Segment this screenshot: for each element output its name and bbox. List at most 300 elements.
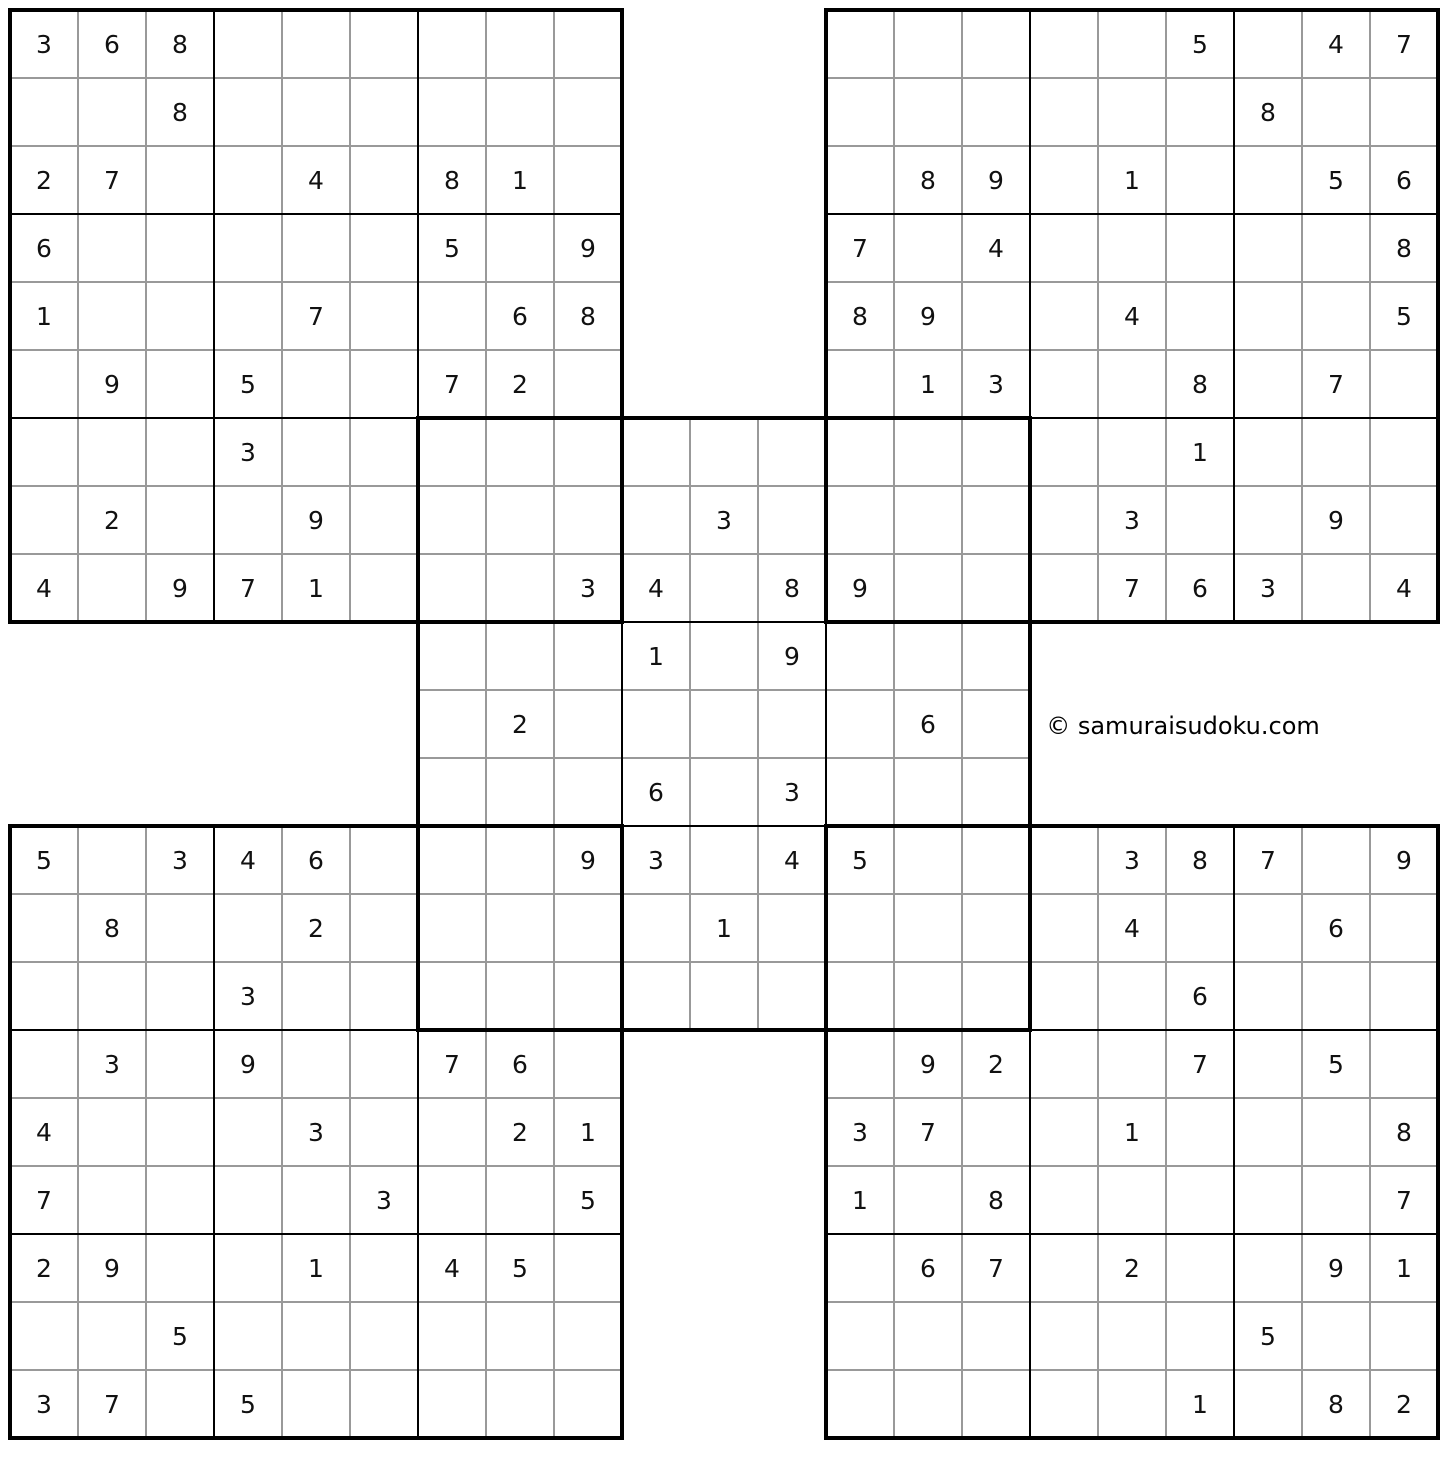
sudoku-cell[interactable]: 5 — [1302, 146, 1370, 214]
sudoku-cell[interactable] — [962, 1370, 1030, 1438]
sudoku-cell[interactable]: 6 — [282, 826, 350, 894]
sudoku-cell[interactable] — [1370, 350, 1438, 418]
sudoku-cell[interactable] — [962, 894, 1030, 962]
sudoku-cell[interactable] — [962, 1302, 1030, 1370]
sudoku-cell[interactable] — [214, 1166, 282, 1234]
sudoku-cell[interactable] — [1030, 486, 1098, 554]
sudoku-cell[interactable] — [894, 10, 962, 78]
sudoku-cell[interactable] — [1030, 350, 1098, 418]
sudoku-cell[interactable] — [622, 690, 690, 758]
sudoku-cell[interactable] — [554, 486, 622, 554]
sudoku-cell[interactable] — [1098, 214, 1166, 282]
sudoku-cell[interactable]: 5 — [418, 214, 486, 282]
sudoku-cell[interactable] — [418, 1166, 486, 1234]
sudoku-cell[interactable] — [214, 894, 282, 962]
sudoku-cell[interactable] — [1030, 10, 1098, 78]
sudoku-cell[interactable] — [1370, 418, 1438, 486]
sudoku-cell[interactable] — [554, 418, 622, 486]
sudoku-cell[interactable] — [350, 418, 418, 486]
sudoku-cell[interactable] — [894, 486, 962, 554]
sudoku-cell[interactable] — [1166, 146, 1234, 214]
sudoku-cell[interactable] — [962, 826, 1030, 894]
sudoku-cell[interactable]: 7 — [282, 282, 350, 350]
sudoku-cell[interactable]: 8 — [894, 146, 962, 214]
sudoku-cell[interactable]: 7 — [1370, 10, 1438, 78]
sudoku-cell[interactable] — [214, 214, 282, 282]
sudoku-cell[interactable]: 9 — [826, 554, 894, 622]
sudoku-cell[interactable] — [826, 1030, 894, 1098]
sudoku-cell[interactable]: 9 — [554, 826, 622, 894]
sudoku-cell[interactable]: 3 — [214, 418, 282, 486]
sudoku-cell[interactable] — [1166, 486, 1234, 554]
sudoku-cell[interactable] — [418, 1370, 486, 1438]
sudoku-cell[interactable] — [486, 418, 554, 486]
sudoku-cell[interactable]: 3 — [350, 1166, 418, 1234]
sudoku-cell[interactable] — [554, 78, 622, 146]
sudoku-cell[interactable]: 6 — [1370, 146, 1438, 214]
sudoku-cell[interactable] — [554, 1234, 622, 1302]
sudoku-cell[interactable] — [1302, 554, 1370, 622]
sudoku-cell[interactable] — [214, 10, 282, 78]
sudoku-cell[interactable] — [894, 1166, 962, 1234]
sudoku-cell[interactable] — [1098, 418, 1166, 486]
sudoku-cell[interactable] — [418, 1302, 486, 1370]
sudoku-cell[interactable] — [282, 1370, 350, 1438]
sudoku-cell[interactable]: 7 — [418, 350, 486, 418]
sudoku-cell[interactable]: 7 — [418, 1030, 486, 1098]
sudoku-cell[interactable] — [350, 826, 418, 894]
sudoku-cell[interactable] — [214, 486, 282, 554]
sudoku-cell[interactable] — [78, 1098, 146, 1166]
sudoku-cell[interactable] — [826, 418, 894, 486]
sudoku-cell[interactable] — [350, 554, 418, 622]
sudoku-cell[interactable] — [350, 1302, 418, 1370]
sudoku-cell[interactable] — [78, 962, 146, 1030]
sudoku-cell[interactable] — [1370, 962, 1438, 1030]
sudoku-cell[interactable]: 5 — [1370, 282, 1438, 350]
sudoku-cell[interactable] — [622, 894, 690, 962]
sudoku-cell[interactable]: 9 — [78, 1234, 146, 1302]
sudoku-cell[interactable] — [1098, 1030, 1166, 1098]
sudoku-cell[interactable] — [10, 350, 78, 418]
sudoku-cell[interactable]: 6 — [1302, 894, 1370, 962]
sudoku-cell[interactable] — [350, 146, 418, 214]
sudoku-cell[interactable]: 8 — [1234, 78, 1302, 146]
sudoku-cell[interactable]: 1 — [894, 350, 962, 418]
sudoku-cell[interactable] — [418, 962, 486, 1030]
sudoku-cell[interactable] — [1098, 1302, 1166, 1370]
sudoku-cell[interactable]: 4 — [1098, 282, 1166, 350]
sudoku-cell[interactable] — [826, 10, 894, 78]
sudoku-cell[interactable] — [1302, 214, 1370, 282]
sudoku-cell[interactable]: 5 — [1234, 1302, 1302, 1370]
sudoku-cell[interactable] — [622, 486, 690, 554]
sudoku-cell[interactable]: 2 — [486, 1098, 554, 1166]
sudoku-cell[interactable] — [1030, 1030, 1098, 1098]
sudoku-cell[interactable] — [486, 10, 554, 78]
sudoku-cell[interactable] — [146, 146, 214, 214]
sudoku-cell[interactable] — [554, 10, 622, 78]
sudoku-cell[interactable]: 3 — [214, 962, 282, 1030]
sudoku-cell[interactable] — [690, 554, 758, 622]
sudoku-cell[interactable] — [350, 350, 418, 418]
sudoku-cell[interactable] — [10, 962, 78, 1030]
sudoku-cell[interactable] — [418, 826, 486, 894]
sudoku-cell[interactable] — [894, 1370, 962, 1438]
sudoku-cell[interactable] — [146, 1030, 214, 1098]
sudoku-cell[interactable] — [1166, 1302, 1234, 1370]
sudoku-cell[interactable] — [1234, 10, 1302, 78]
sudoku-cell[interactable]: 3 — [962, 350, 1030, 418]
sudoku-cell[interactable] — [486, 486, 554, 554]
sudoku-cell[interactable] — [78, 214, 146, 282]
sudoku-cell[interactable]: 5 — [826, 826, 894, 894]
sudoku-cell[interactable] — [78, 78, 146, 146]
sudoku-cell[interactable] — [418, 554, 486, 622]
sudoku-cell[interactable] — [1166, 78, 1234, 146]
sudoku-cell[interactable]: 7 — [1370, 1166, 1438, 1234]
sudoku-cell[interactable]: 9 — [758, 622, 826, 690]
sudoku-cell[interactable]: 6 — [1166, 962, 1234, 1030]
sudoku-cell[interactable] — [486, 894, 554, 962]
sudoku-cell[interactable] — [486, 1370, 554, 1438]
sudoku-cell[interactable]: 3 — [146, 826, 214, 894]
sudoku-cell[interactable]: 6 — [486, 282, 554, 350]
sudoku-cell[interactable]: 4 — [418, 1234, 486, 1302]
sudoku-cell[interactable] — [1302, 1098, 1370, 1166]
sudoku-cell[interactable] — [214, 1098, 282, 1166]
sudoku-cell[interactable]: 9 — [282, 486, 350, 554]
sudoku-cell[interactable]: 8 — [1166, 826, 1234, 894]
sudoku-cell[interactable] — [758, 418, 826, 486]
sudoku-cell[interactable] — [486, 1166, 554, 1234]
sudoku-cell[interactable] — [10, 894, 78, 962]
sudoku-cell[interactable] — [282, 418, 350, 486]
sudoku-cell[interactable] — [962, 282, 1030, 350]
sudoku-cell[interactable]: 3 — [10, 1370, 78, 1438]
sudoku-cell[interactable]: 2 — [962, 1030, 1030, 1098]
sudoku-cell[interactable] — [1030, 1370, 1098, 1438]
sudoku-cell[interactable] — [486, 214, 554, 282]
sudoku-cell[interactable] — [350, 1030, 418, 1098]
sudoku-cell[interactable] — [1030, 1166, 1098, 1234]
sudoku-cell[interactable]: 5 — [486, 1234, 554, 1302]
sudoku-cell[interactable] — [350, 894, 418, 962]
sudoku-cell[interactable] — [10, 1302, 78, 1370]
sudoku-cell[interactable] — [418, 282, 486, 350]
sudoku-cell[interactable]: 5 — [554, 1166, 622, 1234]
sudoku-cell[interactable] — [1166, 282, 1234, 350]
sudoku-cell[interactable] — [962, 554, 1030, 622]
sudoku-cell[interactable] — [282, 1302, 350, 1370]
sudoku-cell[interactable] — [282, 214, 350, 282]
sudoku-cell[interactable] — [282, 1030, 350, 1098]
sudoku-cell[interactable] — [690, 962, 758, 1030]
sudoku-cell[interactable] — [554, 962, 622, 1030]
sudoku-cell[interactable]: 9 — [214, 1030, 282, 1098]
sudoku-cell[interactable] — [1098, 1370, 1166, 1438]
sudoku-cell[interactable] — [78, 554, 146, 622]
sudoku-cell[interactable] — [894, 214, 962, 282]
sudoku-cell[interactable] — [962, 1098, 1030, 1166]
sudoku-cell[interactable] — [894, 554, 962, 622]
sudoku-cell[interactable]: 3 — [1234, 554, 1302, 622]
sudoku-cell[interactable] — [1302, 826, 1370, 894]
sudoku-cell[interactable] — [690, 418, 758, 486]
sudoku-cell[interactable] — [1030, 282, 1098, 350]
sudoku-cell[interactable] — [78, 418, 146, 486]
sudoku-cell[interactable] — [826, 962, 894, 1030]
sudoku-cell[interactable]: 1 — [1098, 146, 1166, 214]
sudoku-cell[interactable] — [758, 690, 826, 758]
sudoku-cell[interactable]: 9 — [78, 350, 146, 418]
sudoku-cell[interactable] — [1234, 282, 1302, 350]
sudoku-cell[interactable] — [1030, 1098, 1098, 1166]
sudoku-cell[interactable] — [1370, 894, 1438, 962]
sudoku-cell[interactable] — [1234, 146, 1302, 214]
sudoku-cell[interactable] — [826, 622, 894, 690]
sudoku-cell[interactable] — [826, 690, 894, 758]
sudoku-cell[interactable]: 5 — [10, 826, 78, 894]
sudoku-cell[interactable]: 7 — [78, 146, 146, 214]
sudoku-cell[interactable] — [758, 894, 826, 962]
sudoku-cell[interactable] — [1302, 1166, 1370, 1234]
sudoku-cell[interactable]: 1 — [826, 1166, 894, 1234]
sudoku-cell[interactable]: 9 — [894, 1030, 962, 1098]
sudoku-cell[interactable] — [1302, 418, 1370, 486]
sudoku-cell[interactable] — [1098, 10, 1166, 78]
sudoku-cell[interactable] — [1030, 554, 1098, 622]
sudoku-cell[interactable] — [962, 622, 1030, 690]
sudoku-cell[interactable]: 9 — [962, 146, 1030, 214]
sudoku-cell[interactable]: 1 — [622, 622, 690, 690]
sudoku-cell[interactable] — [894, 894, 962, 962]
sudoku-cell[interactable] — [486, 622, 554, 690]
sudoku-cell[interactable] — [1098, 1166, 1166, 1234]
sudoku-cell[interactable]: 4 — [10, 554, 78, 622]
sudoku-cell[interactable]: 1 — [282, 554, 350, 622]
sudoku-cell[interactable] — [10, 78, 78, 146]
sudoku-cell[interactable]: 7 — [1302, 350, 1370, 418]
sudoku-cell[interactable] — [554, 350, 622, 418]
sudoku-cell[interactable]: 3 — [826, 1098, 894, 1166]
sudoku-cell[interactable] — [962, 418, 1030, 486]
sudoku-cell[interactable]: 4 — [1302, 10, 1370, 78]
sudoku-cell[interactable]: 9 — [894, 282, 962, 350]
sudoku-cell[interactable] — [962, 962, 1030, 1030]
sudoku-cell[interactable] — [962, 10, 1030, 78]
sudoku-cell[interactable]: 3 — [690, 486, 758, 554]
sudoku-cell[interactable]: 3 — [758, 758, 826, 826]
sudoku-cell[interactable] — [894, 1302, 962, 1370]
sudoku-cell[interactable] — [1030, 146, 1098, 214]
sudoku-cell[interactable] — [1030, 214, 1098, 282]
sudoku-cell[interactable] — [146, 1098, 214, 1166]
sudoku-cell[interactable] — [1234, 1234, 1302, 1302]
sudoku-cell[interactable]: 6 — [894, 690, 962, 758]
sudoku-cell[interactable] — [282, 78, 350, 146]
sudoku-cell[interactable] — [350, 214, 418, 282]
sudoku-cell[interactable] — [486, 554, 554, 622]
sudoku-cell[interactable] — [1234, 486, 1302, 554]
sudoku-cell[interactable]: 5 — [1302, 1030, 1370, 1098]
sudoku-cell[interactable]: 8 — [758, 554, 826, 622]
sudoku-cell[interactable]: 9 — [146, 554, 214, 622]
sudoku-cell[interactable] — [10, 1030, 78, 1098]
sudoku-cell[interactable]: 2 — [78, 486, 146, 554]
sudoku-cell[interactable] — [214, 282, 282, 350]
sudoku-cell[interactable] — [350, 486, 418, 554]
sudoku-cell[interactable] — [146, 962, 214, 1030]
sudoku-cell[interactable] — [418, 690, 486, 758]
sudoku-cell[interactable]: 6 — [486, 1030, 554, 1098]
sudoku-cell[interactable]: 6 — [894, 1234, 962, 1302]
sudoku-cell[interactable] — [894, 622, 962, 690]
sudoku-cell[interactable]: 5 — [1166, 10, 1234, 78]
sudoku-cell[interactable] — [1166, 214, 1234, 282]
sudoku-cell[interactable] — [350, 10, 418, 78]
sudoku-cell[interactable] — [826, 758, 894, 826]
sudoku-cell[interactable] — [1166, 1098, 1234, 1166]
sudoku-cell[interactable]: 5 — [214, 1370, 282, 1438]
sudoku-cell[interactable] — [486, 962, 554, 1030]
sudoku-cell[interactable] — [1166, 894, 1234, 962]
sudoku-cell[interactable] — [1302, 962, 1370, 1030]
sudoku-cell[interactable]: 2 — [486, 690, 554, 758]
sudoku-cell[interactable]: 8 — [962, 1166, 1030, 1234]
sudoku-cell[interactable]: 6 — [78, 10, 146, 78]
sudoku-cell[interactable] — [894, 826, 962, 894]
sudoku-cell[interactable] — [418, 1098, 486, 1166]
sudoku-cell[interactable] — [282, 1166, 350, 1234]
sudoku-cell[interactable] — [10, 486, 78, 554]
sudoku-cell[interactable] — [146, 350, 214, 418]
sudoku-cell[interactable] — [826, 1234, 894, 1302]
sudoku-cell[interactable] — [486, 826, 554, 894]
sudoku-cell[interactable]: 8 — [554, 282, 622, 350]
sudoku-cell[interactable]: 9 — [1302, 1234, 1370, 1302]
sudoku-cell[interactable]: 4 — [962, 214, 1030, 282]
sudoku-cell[interactable]: 6 — [1166, 554, 1234, 622]
sudoku-cell[interactable] — [690, 690, 758, 758]
sudoku-cell[interactable] — [826, 1302, 894, 1370]
sudoku-cell[interactable] — [146, 418, 214, 486]
sudoku-cell[interactable]: 8 — [418, 146, 486, 214]
sudoku-cell[interactable] — [146, 282, 214, 350]
sudoku-cell[interactable] — [146, 1234, 214, 1302]
sudoku-cell[interactable] — [1234, 214, 1302, 282]
sudoku-cell[interactable] — [146, 486, 214, 554]
sudoku-cell[interactable] — [826, 350, 894, 418]
sudoku-cell[interactable]: 4 — [758, 826, 826, 894]
sudoku-cell[interactable] — [78, 1302, 146, 1370]
sudoku-cell[interactable]: 8 — [146, 78, 214, 146]
sudoku-cell[interactable] — [962, 690, 1030, 758]
sudoku-cell[interactable]: 1 — [1098, 1098, 1166, 1166]
sudoku-cell[interactable]: 7 — [894, 1098, 962, 1166]
sudoku-cell[interactable] — [690, 758, 758, 826]
sudoku-cell[interactable] — [1370, 486, 1438, 554]
sudoku-cell[interactable] — [622, 962, 690, 1030]
sudoku-cell[interactable]: 4 — [1098, 894, 1166, 962]
sudoku-cell[interactable]: 8 — [1370, 1098, 1438, 1166]
sudoku-cell[interactable] — [1166, 1166, 1234, 1234]
sudoku-cell[interactable] — [1302, 1302, 1370, 1370]
sudoku-cell[interactable] — [690, 622, 758, 690]
sudoku-cell[interactable]: 8 — [146, 10, 214, 78]
sudoku-cell[interactable]: 1 — [1166, 418, 1234, 486]
sudoku-cell[interactable] — [1234, 1166, 1302, 1234]
sudoku-cell[interactable] — [894, 78, 962, 146]
sudoku-cell[interactable] — [622, 418, 690, 486]
sudoku-cell[interactable]: 4 — [1370, 554, 1438, 622]
sudoku-cell[interactable] — [554, 146, 622, 214]
sudoku-cell[interactable] — [894, 962, 962, 1030]
sudoku-cell[interactable]: 3 — [622, 826, 690, 894]
sudoku-cell[interactable] — [350, 1098, 418, 1166]
sudoku-cell[interactable] — [1302, 78, 1370, 146]
sudoku-cell[interactable]: 1 — [554, 1098, 622, 1166]
sudoku-cell[interactable] — [826, 486, 894, 554]
sudoku-cell[interactable]: 2 — [10, 1234, 78, 1302]
sudoku-cell[interactable] — [554, 690, 622, 758]
sudoku-cell[interactable] — [350, 1370, 418, 1438]
sudoku-cell[interactable] — [418, 758, 486, 826]
sudoku-cell[interactable]: 3 — [10, 10, 78, 78]
sudoku-cell[interactable]: 3 — [554, 554, 622, 622]
sudoku-cell[interactable] — [554, 1370, 622, 1438]
sudoku-cell[interactable]: 1 — [1370, 1234, 1438, 1302]
sudoku-cell[interactable] — [350, 1234, 418, 1302]
sudoku-cell[interactable]: 2 — [282, 894, 350, 962]
sudoku-cell[interactable] — [214, 146, 282, 214]
sudoku-cell[interactable] — [1234, 350, 1302, 418]
sudoku-cell[interactable] — [1234, 1030, 1302, 1098]
sudoku-cell[interactable] — [214, 1234, 282, 1302]
sudoku-cell[interactable] — [554, 894, 622, 962]
sudoku-cell[interactable]: 8 — [1302, 1370, 1370, 1438]
sudoku-cell[interactable] — [282, 962, 350, 1030]
sudoku-cell[interactable] — [1030, 1234, 1098, 1302]
sudoku-cell[interactable] — [826, 146, 894, 214]
sudoku-cell[interactable] — [826, 1370, 894, 1438]
sudoku-cell[interactable] — [962, 758, 1030, 826]
sudoku-cell[interactable] — [1370, 1302, 1438, 1370]
sudoku-cell[interactable] — [758, 486, 826, 554]
sudoku-cell[interactable]: 1 — [690, 894, 758, 962]
sudoku-cell[interactable] — [282, 10, 350, 78]
sudoku-cell[interactable]: 2 — [1098, 1234, 1166, 1302]
sudoku-cell[interactable] — [1370, 1030, 1438, 1098]
sudoku-cell[interactable]: 1 — [486, 146, 554, 214]
sudoku-cell[interactable]: 7 — [10, 1166, 78, 1234]
sudoku-cell[interactable]: 1 — [1166, 1370, 1234, 1438]
sudoku-cell[interactable] — [350, 962, 418, 1030]
sudoku-cell[interactable]: 7 — [214, 554, 282, 622]
sudoku-cell[interactable] — [1098, 350, 1166, 418]
sudoku-cell[interactable] — [146, 1370, 214, 1438]
sudoku-cell[interactable]: 4 — [10, 1098, 78, 1166]
sudoku-cell[interactable]: 3 — [78, 1030, 146, 1098]
sudoku-cell[interactable]: 4 — [622, 554, 690, 622]
sudoku-cell[interactable] — [554, 622, 622, 690]
sudoku-cell[interactable]: 1 — [10, 282, 78, 350]
sudoku-cell[interactable]: 8 — [1166, 350, 1234, 418]
sudoku-cell[interactable]: 8 — [1370, 214, 1438, 282]
sudoku-cell[interactable] — [350, 78, 418, 146]
sudoku-cell[interactable] — [1234, 1098, 1302, 1166]
sudoku-cell[interactable] — [214, 1302, 282, 1370]
